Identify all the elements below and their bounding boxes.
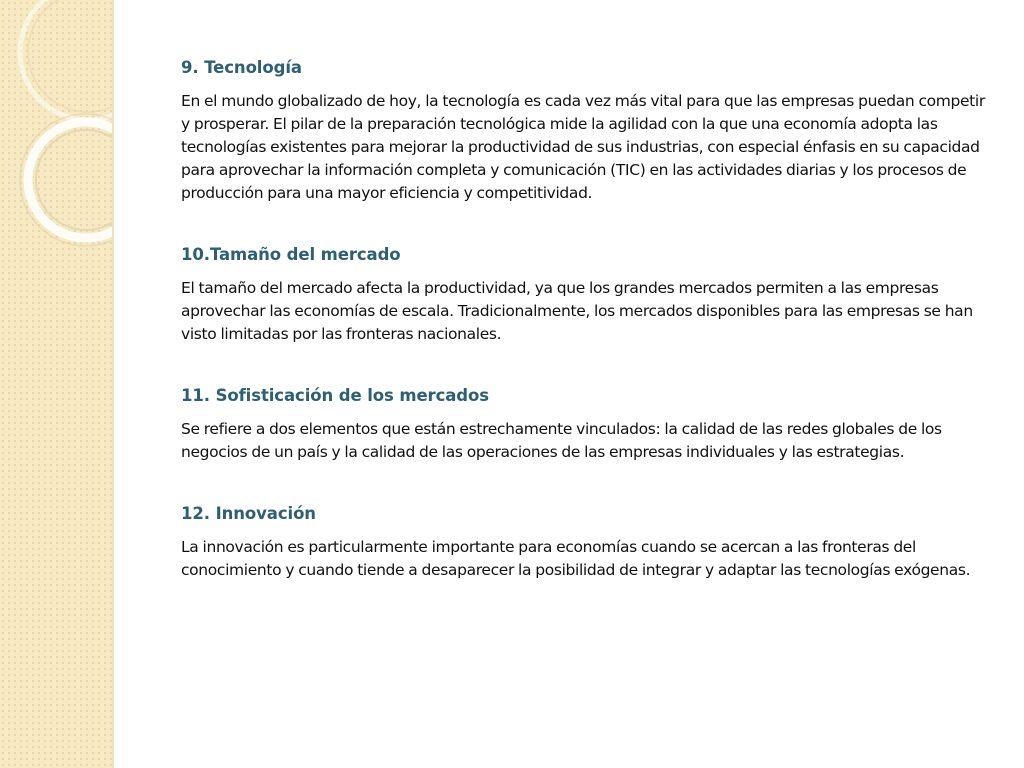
section-heading: 10.Tamaño del mercado (181, 245, 401, 264)
content-area (181, 56, 996, 582)
decorative-side-panel (0, 0, 112, 768)
decorative-ring-lower (28, 122, 112, 238)
decorative-rings-graphic (0, 0, 112, 768)
section-body: Se refiere a dos elementos que están estrechamente vinculados: la calidad de las redes globales de los negocios de un país y la calidad de las operaciones de las empresas individuales y las estrategias. (181, 420, 942, 461)
section-body: La innovación es particularmente importante para economías cuando se acercan a las fronteras del conocimiento y cuando tiende a desaparecer la posibilidad de integrar y adaptar las tecnologías exógenas. (181, 538, 971, 579)
section-heading: 12. Innovación (181, 504, 316, 523)
section-sofisticacion-mercados (181, 384, 996, 464)
decorative-ring-top-inner (28, 0, 112, 112)
section-tecnologia (181, 56, 996, 205)
section-innovacion (181, 502, 996, 582)
section-heading: 9. Tecnología (181, 58, 302, 77)
section-tamano-mercado (181, 243, 996, 346)
decorative-ring-lower-inner (36, 130, 112, 230)
section-body: En el mundo globalizado de hoy, la tecnología es cada vez más vital para que las empresas puedan competir y prosperar. El pilar de la preparación tecnológica mide la agilidad con la que una economía adopta las tecnologías existentes para mejorar la productividad de sus industrias, con especial énfasis en su capacidad para aprovechar la información completa y comunicación (TIC) en las actividades diarias y los procesos de producción para una mayor eficiencia y competitividad. (181, 92, 985, 202)
section-heading: 11. Sofisticación de los mercados (181, 386, 489, 405)
section-body: El tamaño del mercado afecta la productividad, ya que los grandes mercados permiten a las empresas aprovechar las economías de escala. Tradicionalmente, los mercados disponibles para las empresas se han visto limitadas por las fronteras nacionales. (181, 279, 973, 343)
decorative-ring-top (20, 0, 112, 120)
side-panel-edge (112, 0, 114, 768)
